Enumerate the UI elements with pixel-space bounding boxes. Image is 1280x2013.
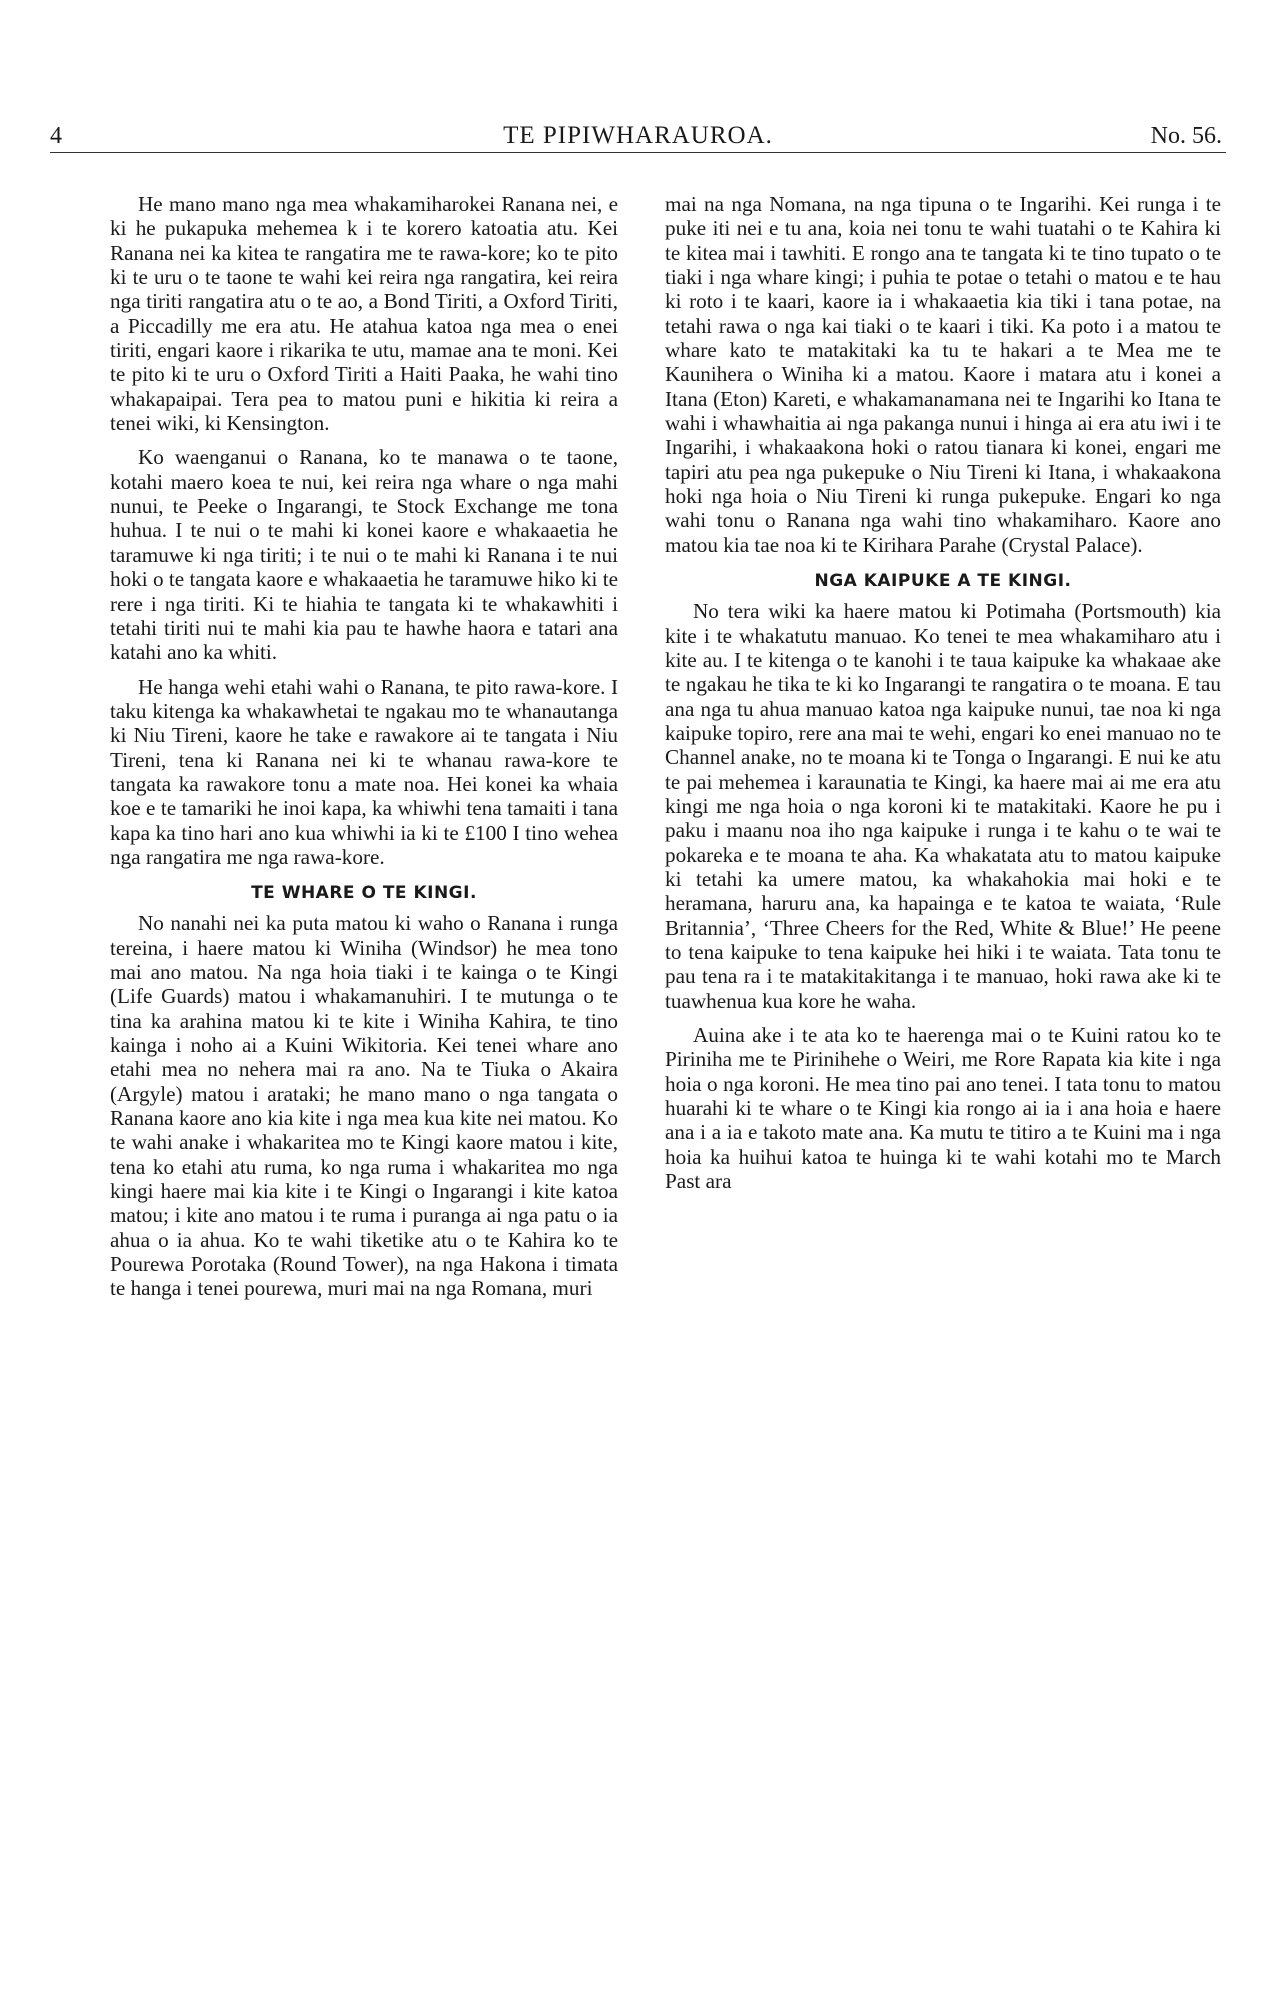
section-heading: NGA KAIPUKE A TE KINGI. bbox=[814, 571, 1072, 592]
issue-number: No. 56. bbox=[1150, 123, 1222, 149]
paragraph: He mano mano nga mea whakamiharokei Ranana nei, e ki he pukapuka mehemea k i te korero katoatia atu. Kei Ranana nei ka kitea te rangatira me te rawa-kore; ko te pito ki te uru o te taone te wahi kei reira nga rangatira, kei reira nga tiriti rangatira atu o te ao, a Bond Tiriti, a Oxford Tiriti, a Piccadilly me era atu. He atahua katoa nga mea o enei tiriti, engari kaore i rikarika te utu, mamae ana te moni. Kei te pito ki te uru o Oxford Tiriti a Haiti Paaka, he wahi tino whakapaipai. Tera pea to matou puni e hikitia ki reira a tenei wiki, ki Kensington. bbox=[110, 192, 618, 436]
newspaper-title: TE PIPIWHARAUROA. bbox=[503, 122, 773, 149]
left-column bbox=[110, 192, 618, 1301]
right-column bbox=[665, 192, 1221, 1193]
paragraph: No tera wiki ka haere matou ki Potimaha (Portsmouth) kia kite i te whakatutu manuao. Ko tenei te mea whakamiharo atu i kite au. I te kitenga o te kanohi i te taua kaipuke ka whakaae ake te ngakau he tika te ki ko Ingarangi te rangatira o te moana. E tau ana nga tu ahua manuao katoa nga kaipuke nunui, tae noa ki nga kaipuke topiro, rere ana mai te wehi, engari ko enei manuao no te Channel anake, no te moana ki te Tonga o Ingarangi. E nui ke atu te pai mehemea i karaunatia te Kingi, ka haere mai ai me era atu kingi me nga hoia o nga koroni ki te matakitaki. Kaore he pu i paku i maanu noa iho nga kaipuke i runga i te kahu o te wai te pokareka e te moana te aha. Ka whakatata atu to matou kaipuke ki tetahi ka umere matou, ka whakahokia mai hoki e te heramana, haruru ana, ka hapainga e te katoa te waiata, ‘Rule Britannia’, ‘Three Cheers for the Red, White & Blue!’ He peene to tena kaipuke to tena kaipuke hei hiki i te waiata. Tata tonu te pau tena ra i te matakitakitanga i te manuao, hoki rawa ake ki te tuawhenua kua kore he waha. bbox=[665, 599, 1221, 1013]
page-number: 4 bbox=[50, 123, 62, 149]
paragraph: He hanga wehi etahi wahi o Ranana, te pito rawa-kore. I taku kitenga ka whakawhetai te ngakau mo te whanautanga ki Niu Tireni, kaore he take e rawakore ai te tangata i Niu Tireni, tena ki Ranana nei ki te whanau rawa-kore te tangata ka rawakore tonu a mate noa. Hei konei ka whaia koe e te tamariki he inoi kapa, ka whiwhi tena tamaiti i tana kapa ka tino hari ano kua whiwhi ia ki te £100 I tino wehea nga rangatira me nga rawa-kore. bbox=[110, 674, 618, 869]
section-heading: TE WHARE O TE KINGI. bbox=[251, 883, 477, 904]
paragraph: mai na nga Nomana, na nga tipuna o te Ingarihi. Kei runga i te puke iti nei e tu ana, koia nei tonu te wahi tuatahi o te Kahira ki te kitea mai i tawhiti. E rongo ana te tangata ki te tino tupato o te tiaki i nga whare kingi; i puhia te potae o tetahi o matou e te hau ki roto i te kaari, kaore ia i whakaaetia kia tiki i tana potae, na tetahi rawa o nga kai tiaki o te kaari i tiki. Ka poto i a matou te whare kato te matakitaki ka tu te hakari a te Mea me te Kaunihera o Winiha ki a matou. Kaore i matara atu i konei a Itana (Eton) Kareti, e whakamanamana nei te Ingarihi ko Itana te wahi i whawhaitia ai nga pakanga nunui i hinga ai era atu iwi i te Ingarihi, i whakaakona hoki o ratou tianara ki konei, engari me tapiri atu pea nga pukepuke o Niu Tireni ki Itana, i whakaakona hoki nga hoia o Niu Tireni ki runga pukepuke. Engari ko nga wahi tonu o Ranana nga wahi tino whakamiharo. Kaore ano matou kia tae noa ki te Kirihara Parahe (Crystal Palace). bbox=[665, 192, 1221, 557]
page-header bbox=[50, 118, 1226, 153]
paragraph: No nanahi nei ka puta matou ki waho o Ranana i runga tereina, i haere matou ki Winiha (Windsor) he mea tono mai ano matou. Na nga hoia tiaki i te kainga o te Kingi (Life Guards) matou i whakamanuhiri. I te mutunga o te tina ka arahina matou ki te kite i Winiha Kahira, te tino kainga i noho ai a Kuini Wikitoria. Kei tenei whare ano etahi mea no nehera mai ra ano. Na te Tiuka o Akaira (Argyle) matou i arataki; he mano mano o nga tangata o Ranana kaore ano kia kite i nga mea kua kite nei matou. Ko te wahi anake i whakaritea mo te Kingi kaore matou i kite, tena ko etahi atu ruma, ko nga ruma i whakaritea mo nga kingi haere mai kia kite i te Kingi o Ingarangi i kite katoa matou; i kite ano matou i te ruma i puranga ai nga patu o ia ahua o ia ahua. Ko te wahi tiketike atu o te Kahira ko te Pourewa Porotaka (Round Tower), na nga Hakona i timata te hanga i tenei pourewa, muri mai na nga Romana, muri bbox=[110, 911, 618, 1301]
paragraph: Auina ake i te ata ko te haerenga mai o te Kuini ratou ko te Piriniha me te Pirinihehe o Weiri, me Rore Rapata kia kite i nga hoia o nga koroni. He mea tino pai ano tenei. I tata tonu to matou huarahi ki te whare o te Kingi kia rongo ai ia i ana hoia e haere ana i a ia e takoto mate ana. Ka mutu te titiro a te Kuini ma i nga hoia ka huihui katoa te huinga ki te wahi kotahi mo te March Past ara bbox=[665, 1023, 1221, 1194]
paragraph: Ko waenganui o Ranana, ko te manawa o te taone, kotahi maero koea te nui, kei reira nga whare o nga mahi nunui, te Peeke o Ingarangi, te Stock Exchange me tona huhua. I te nui o te mahi ki konei kaore e whakaaetia he taramuwe ki nga tiriti; i te nui o te mahi ki Ranana i te nui hoki o te tangata kaore e whakaaetia he taramuwe hiko ki te rere i nga tiriti. Ki te hiahia te tangata ki te whakawhiti i tetahi tiriti nui te mahi kia pau te hawhe haora e tatari ana katahi ano ka whiti. bbox=[110, 445, 618, 665]
